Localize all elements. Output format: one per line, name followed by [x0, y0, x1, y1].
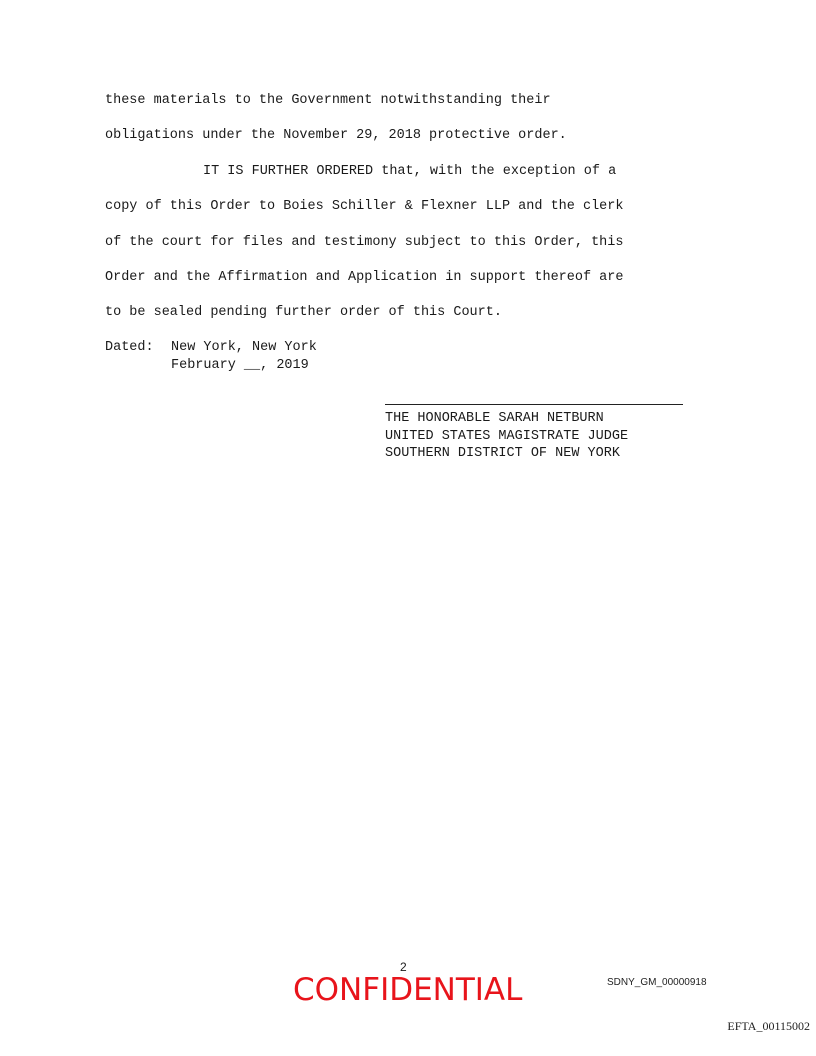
confidential-stamp: CONFIDENTIAL: [293, 972, 523, 1008]
body-line: obligations under the November 29, 2018 protective order.: [105, 128, 567, 143]
signature-line: [385, 404, 683, 405]
judge-title: UNITED STATES MAGISTRATE JUDGE: [385, 429, 629, 444]
court-district: SOUTHERN DISTRICT OF NEW YORK: [385, 446, 620, 461]
body-line: these materials to the Government notwithstanding their: [105, 93, 551, 108]
bates-number: SDNY_GM_00000918: [607, 977, 707, 988]
body-line: copy of this Order to Boies Schiller & Flexner LLP and the clerk: [105, 199, 624, 214]
body-line: IT IS FURTHER ORDERED that, with the exception of a: [203, 164, 617, 179]
page-number: 2: [400, 960, 407, 974]
dated-date: February __, 2019: [171, 358, 309, 373]
body-line: Order and the Affirmation and Application in support thereof are: [105, 270, 624, 285]
judge-name: THE HONORABLE SARAH NETBURN: [385, 411, 604, 426]
dated-label: Dated:: [105, 340, 154, 355]
body-line: to be sealed pending further order of this Court.: [105, 305, 502, 320]
body-line: of the court for files and testimony subject to this Order, this: [105, 235, 624, 250]
efta-number: EFTA_00115002: [727, 1019, 810, 1033]
dated-place: New York, New York: [171, 340, 317, 355]
